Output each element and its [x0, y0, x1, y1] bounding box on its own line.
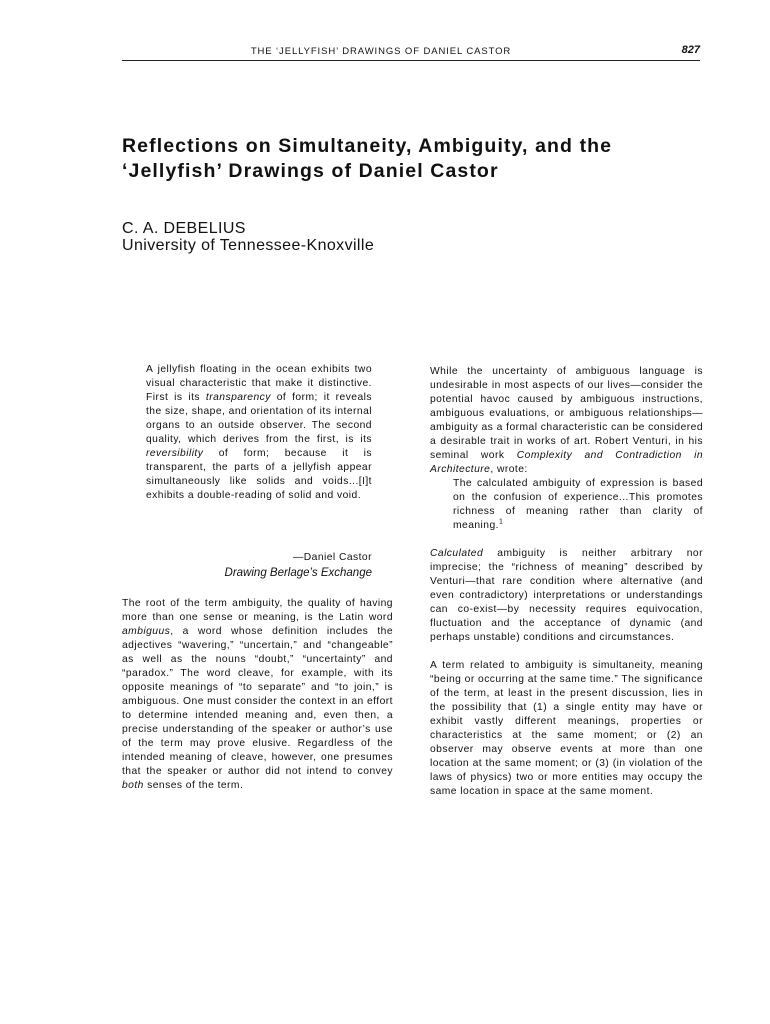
block-quote-text: The calculated ambiguity of expression is based on the confusion of experience...This promotes richness of meaning rather than clarity of meaning.	[453, 478, 703, 531]
paper-title	[122, 134, 702, 184]
body-paragraph	[430, 659, 703, 799]
right-column-body	[430, 365, 703, 799]
epigraph-emphasis: reversibility	[146, 448, 204, 459]
footnote-marker[interactable]: 1	[498, 518, 504, 526]
body-text-part: , a word whose definition includes the adjectives “wavering,” “uncertain,” and “changeable” as well as the nouns “doubt,” “uncertainty” and “paradox.” The word cleave, for example, with its opposite meanings of “to separate” and “to join,” is ambiguous. One must consider the context in an effort to determine intended meaning and, even then, a precise understanding of the speaker or author’s use of the term may prove elusive. Regardless of the intended meaning of cleave, however, one presumes that the speaker or author did not intend to convey	[122, 626, 393, 777]
epigraph-emphasis: transparency	[205, 392, 271, 403]
paper-title-line-2: ‘Jellyfish’ Drawings of Daniel Castor	[122, 160, 499, 182]
page-number: 827	[681, 44, 700, 56]
body-paragraph	[430, 365, 703, 477]
author-affiliation: University of Tennessee-Knoxville	[122, 237, 375, 254]
epigraph-attribution-name: —Daniel Castor	[293, 552, 372, 563]
left-column-body	[122, 597, 393, 793]
running-head-title: THE ‘JELLYFISH’ DRAWINGS OF DANIEL CASTOR	[250, 46, 512, 57]
epigraph	[146, 363, 372, 579]
epigraph-text-part: A jellyfish floating in the ocean exhibits two visual characteristic that make it distinctive. First is its	[146, 364, 372, 403]
epigraph-attribution-work: Drawing Berlage’s Exchange	[224, 567, 372, 579]
block-quote	[453, 477, 703, 533]
body-emphasis: ambiguus	[122, 626, 171, 637]
epigraph-text-part: of form; because it is transparent, the parts of a jellyfish appear simultaneously like solids and voids...[I]t exhibits a double-reading of solid and void.	[146, 448, 372, 501]
body-paragraph	[122, 597, 393, 793]
body-emphasis: Calculated	[430, 548, 484, 559]
paper-title-line-1: Reflections on Simultaneity, Ambiguity, and the	[122, 135, 613, 157]
book-title: Complexity and Contradiction in Architecture	[430, 450, 703, 475]
body-text-part: A term related to ambiguity is simultaneity, meaning “being or occurring at the same time.” The significance of the term, at least in the present discussion, lies in the possibility that (1) a single entity may have or exhibit vastly different meanings, properties or characteristics at the same moment; or (2) an observer may observe events at more than one location at the same moment; or (3) (in violation of the laws of physics) two or more entities may occupy the same location in space at the same moment.	[430, 660, 703, 797]
body-paragraph	[430, 547, 703, 645]
epigraph-text	[146, 363, 372, 503]
body-text-part: While the uncertainty of ambiguous language is undesirable in most aspects of our lives—consider the potential havoc caused by ambiguous instructions, ambiguous evaluations, or ambiguous relationships—ambiguity as a formal characteristic can be considered a desirable trait in works of art. Robert Venturi, in his seminal work	[430, 366, 703, 461]
body-text-part: The root of the term ambiguity, the quality of having more than one sense or meaning, is the Latin word	[122, 598, 393, 623]
body-text-part: , wrote:	[490, 464, 528, 475]
epigraph-text-part: of form; it reveals the size, shape, and orientation of its internal organs to an outside observer. The second quality, which derives from the first, is its	[146, 392, 372, 445]
body-text-part: senses of the term.	[143, 780, 244, 791]
body-text-part: ambiguity is neither arbitrary nor imprecise; the “richness of meaning” described by Venturi—that rare condition where alternative (and even contradictory) interpretations or understandings can co-exist—by necessity requires equivocation, fluctuation and the acceptance of dynamic (and perhaps unstable) conditions and circumstances.	[430, 548, 703, 643]
running-head	[122, 44, 700, 61]
body-emphasis: both	[122, 780, 144, 791]
author-name: C. A. DEBELIUS	[122, 220, 246, 237]
